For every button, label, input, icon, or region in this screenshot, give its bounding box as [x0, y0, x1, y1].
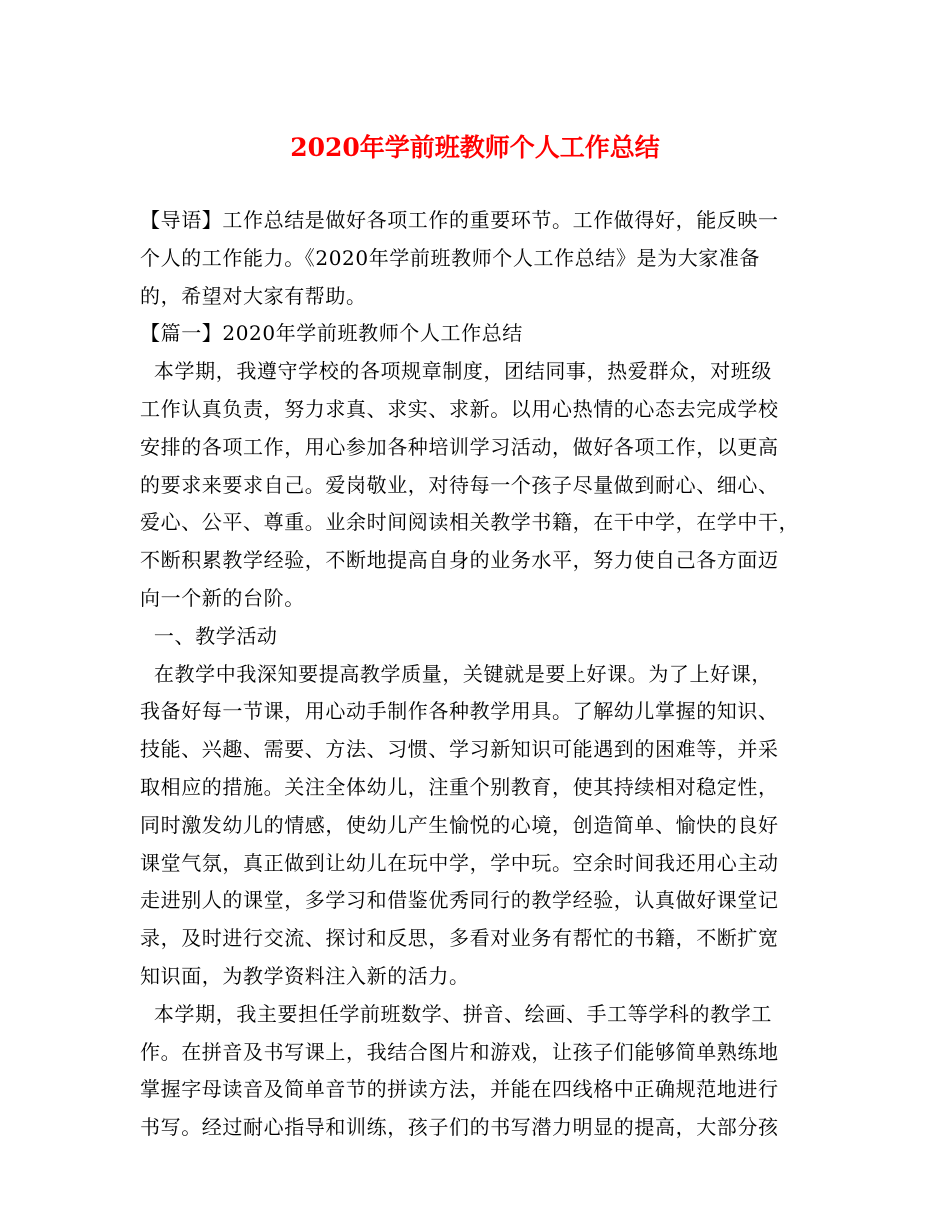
paragraph-line: 【导语】工作总结是做好各项工作的重要环节。工作做得好，能反映一 — [140, 208, 779, 232]
paragraph-line: 工作认真负责，努力求真、求实、求新。以用心热情的心态去完成学校 — [140, 396, 779, 421]
paragraph-line: 本学期，我主要担任学前班数学、拼音、绘画、手工等学科的教学工 — [140, 1001, 772, 1026]
paragraph-line: 向一个新的台阶。 — [140, 585, 305, 610]
paragraph-line: 走进别人的课堂，多学习和借鉴优秀同行的教学经验，认真做好课堂记 — [140, 888, 779, 913]
paragraph-line: 书写。经过耐心指导和训练，孩子们的书写潜力明显的提高，大部分孩 — [140, 1115, 779, 1140]
paragraph-line: 个人的工作能力。《2020年学前班教师个人工作总结》是为大家准备 — [140, 245, 761, 270]
document-body — [140, 202, 825, 1147]
subsection-heading: 一、教学活动 — [140, 623, 278, 648]
paragraph-line: 作。在拼音及书写课上，我结合图片和游戏，让孩子们能够简单熟练地 — [140, 1039, 779, 1064]
paragraph-line: 的，希望对大家有帮助。 — [140, 283, 367, 308]
paragraph-line: 在教学中我深知要提高教学质量，关键就是要上好课。为了上好课， — [140, 661, 772, 686]
paragraph-line: 录，及时进行交流、探讨和反思，多看对业务有帮忙的书籍，不断扩宽 — [140, 926, 779, 951]
paragraph-line: 安排的各项工作，用心参加各种培训学习活动，做好各项工作，以更高 — [140, 434, 779, 459]
document-title: 2020年学前班教师个人工作总结 — [290, 133, 660, 162]
paragraph-line: 本学期，我遵守学校的各项规章制度，团结同事，热爱群众，对班级 — [140, 359, 772, 384]
paragraph-line: 课堂气氛，真正做到让幼儿在玩中学，学中玩。空余时间我还用心主动 — [140, 850, 779, 875]
paragraph-line: 技能、兴趣、需要、方法、习惯、学习新知识可能遇到的困难等，并采 — [140, 737, 779, 762]
paragraph-line: 知识面，为教学资料注入新的活力。 — [140, 963, 470, 988]
paragraph-line: 我备好每一节课，用心动手制作各种教学用具。了解幼儿掌握的知识、 — [140, 699, 779, 724]
section-heading: 【篇一】2020年学前班教师个人工作总结 — [140, 321, 523, 346]
paragraph-line: 取相应的措施。关注全体幼儿，注重个别教育，使其持续相对稳定性， — [140, 774, 779, 799]
paragraph-line: 爱心、公平、尊重。业余时间阅读相关教学书籍，在干中学，在学中干， — [140, 510, 800, 535]
paragraph-line: 不断积累教学经验，不断地提高自身的业务水平，努力使自己各方面迈 — [140, 548, 779, 573]
paragraph-line: 的要求来要求自己。爱岗敬业，对待每一个孩子尽量做到耐心、细心、 — [140, 472, 779, 497]
paragraph-line: 同时激发幼儿的情感，使幼儿产生愉悦的心境，创造简单、愉快的良好 — [140, 812, 779, 837]
paragraph-line: 掌握字母读音及简单音节的拼读方法，并能在四线格中正确规范地进行 — [140, 1077, 779, 1102]
